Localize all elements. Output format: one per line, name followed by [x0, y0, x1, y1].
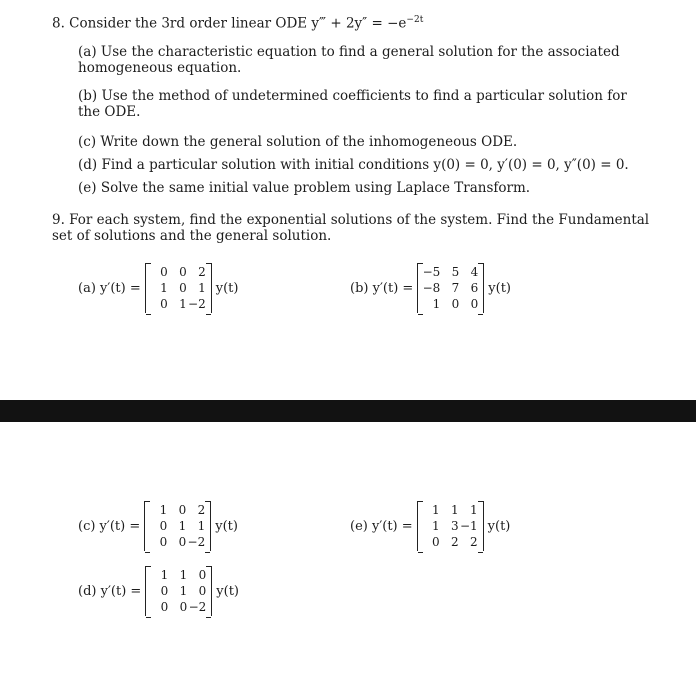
matrix-cell: 0	[179, 265, 187, 279]
matrix-cell: 6	[470, 281, 479, 295]
matrix-cell: 7	[451, 281, 460, 295]
matrix-row	[149, 534, 206, 550]
matrix-row	[422, 502, 479, 518]
separator-bar	[0, 400, 696, 422]
matrix-cell: −2	[188, 297, 206, 311]
matrix-row	[150, 599, 207, 615]
matrix-row	[149, 518, 206, 534]
matrix-cell: −1	[459, 519, 478, 533]
system-c	[78, 501, 238, 551]
system-e	[350, 501, 510, 551]
problem-8-statement: 8. Consider the 3rd order linear ODE y‴ + 2y″ = −e	[52, 15, 407, 32]
problem-8-part-a: (a) Use the characteristic equation to find a general solution for the associated homogeneous equation.	[78, 44, 620, 76]
matrix-cell: 0	[432, 535, 440, 549]
problem-8-intro	[52, 12, 423, 32]
matrix-cell: 0	[159, 535, 168, 549]
problem-9-intro: 9. For each system, find the exponential solutions of the system. Find the Fundamental set of solutions and the general solution.	[52, 212, 650, 244]
matrix-cell: 4	[470, 265, 479, 279]
matrix-cell: 0	[179, 281, 187, 295]
matrix-b	[417, 263, 484, 313]
system-d-label: (d) y′(t) =	[78, 583, 142, 599]
matrix-cell: 1	[160, 568, 169, 582]
matrix-cell: 5	[451, 265, 460, 279]
system-c-label: (c) y′(t) =	[78, 518, 141, 534]
system-a-label: (a) y′(t) =	[78, 280, 141, 296]
matrix-cell: 1	[470, 503, 478, 517]
matrix-cell: 2	[198, 265, 206, 279]
problem-8-part-c: (c) Write down the general solution of the inhomogeneous ODE.	[78, 134, 518, 150]
matrix-cell: 0	[178, 503, 187, 517]
matrix-cell: 1	[432, 503, 440, 517]
matrix-cell: 3	[451, 519, 459, 533]
matrix-cell: 0	[198, 584, 207, 598]
matrix-cell: 1	[198, 281, 206, 295]
matrix-row	[150, 583, 207, 599]
matrix-cell: 1	[432, 519, 440, 533]
matrix-row	[150, 280, 207, 296]
exponent: −2t	[406, 15, 424, 25]
system-d	[78, 566, 239, 616]
matrix-cell: 0	[470, 297, 479, 311]
matrix-cell: 0	[160, 265, 168, 279]
matrix-cell: 2	[451, 535, 459, 549]
matrix-row	[149, 502, 206, 518]
matrix-cell: 1	[451, 503, 459, 517]
matrix-row	[422, 518, 479, 534]
matrix-cell: 0	[160, 297, 168, 311]
matrix-cell: −5	[422, 265, 441, 279]
system-a	[78, 263, 238, 313]
matrix-cell: 1	[179, 568, 188, 582]
matrix-cell: 0	[160, 600, 169, 614]
matrix-cell: −8	[422, 281, 441, 295]
system-e-label: (e) y′(t) =	[350, 518, 413, 534]
system-e-var: y(t)	[487, 518, 511, 534]
matrix-cell: −2	[187, 535, 206, 549]
matrix-a	[145, 263, 212, 313]
problem-8-part-b: (b) Use the method of undetermined coefficients to find a particular solution for the ODE.	[78, 88, 627, 120]
matrix-cell: 0	[179, 600, 188, 614]
matrix-cell: 2	[197, 503, 206, 517]
matrix-cell: 0	[451, 297, 460, 311]
matrix-row	[150, 296, 207, 312]
matrix-cell: 1	[197, 519, 206, 533]
problem-8-part-d: (d) Find a particular solution with initial conditions y(0) = 0, y′(0) = 0, y″(0) = 0.	[78, 157, 629, 173]
matrix-cell: 1	[159, 503, 168, 517]
matrix-c	[144, 501, 211, 551]
matrix-d	[145, 566, 212, 616]
matrix-cell: 1	[179, 584, 188, 598]
matrix-cell: 1	[179, 297, 187, 311]
matrix-cell: 1	[160, 281, 168, 295]
matrix-cell: 0	[159, 519, 168, 533]
matrix-row	[150, 264, 207, 280]
system-b	[350, 263, 511, 313]
matrix-cell: 1	[432, 297, 441, 311]
matrix-cell: 2	[470, 535, 478, 549]
matrix-row	[422, 534, 479, 550]
matrix-cell: 0	[160, 584, 169, 598]
matrix-row	[422, 264, 479, 280]
matrix-e	[417, 501, 484, 551]
matrix-cell: −2	[188, 600, 207, 614]
problem-8-part-e: (e) Solve the same initial value problem using Laplace Transform.	[78, 180, 531, 196]
system-c-var: y(t)	[215, 518, 238, 534]
system-b-label: (b) y′(t) =	[350, 280, 414, 296]
system-b-var: y(t)	[488, 280, 512, 296]
matrix-cell: 1	[178, 519, 187, 533]
matrix-row	[150, 567, 207, 583]
matrix-row	[422, 280, 479, 296]
system-a-var: y(t)	[215, 280, 239, 296]
matrix-cell: 0	[198, 568, 207, 582]
matrix-row	[422, 296, 479, 312]
matrix-cell: 0	[178, 535, 187, 549]
system-d-var: y(t)	[216, 583, 240, 599]
